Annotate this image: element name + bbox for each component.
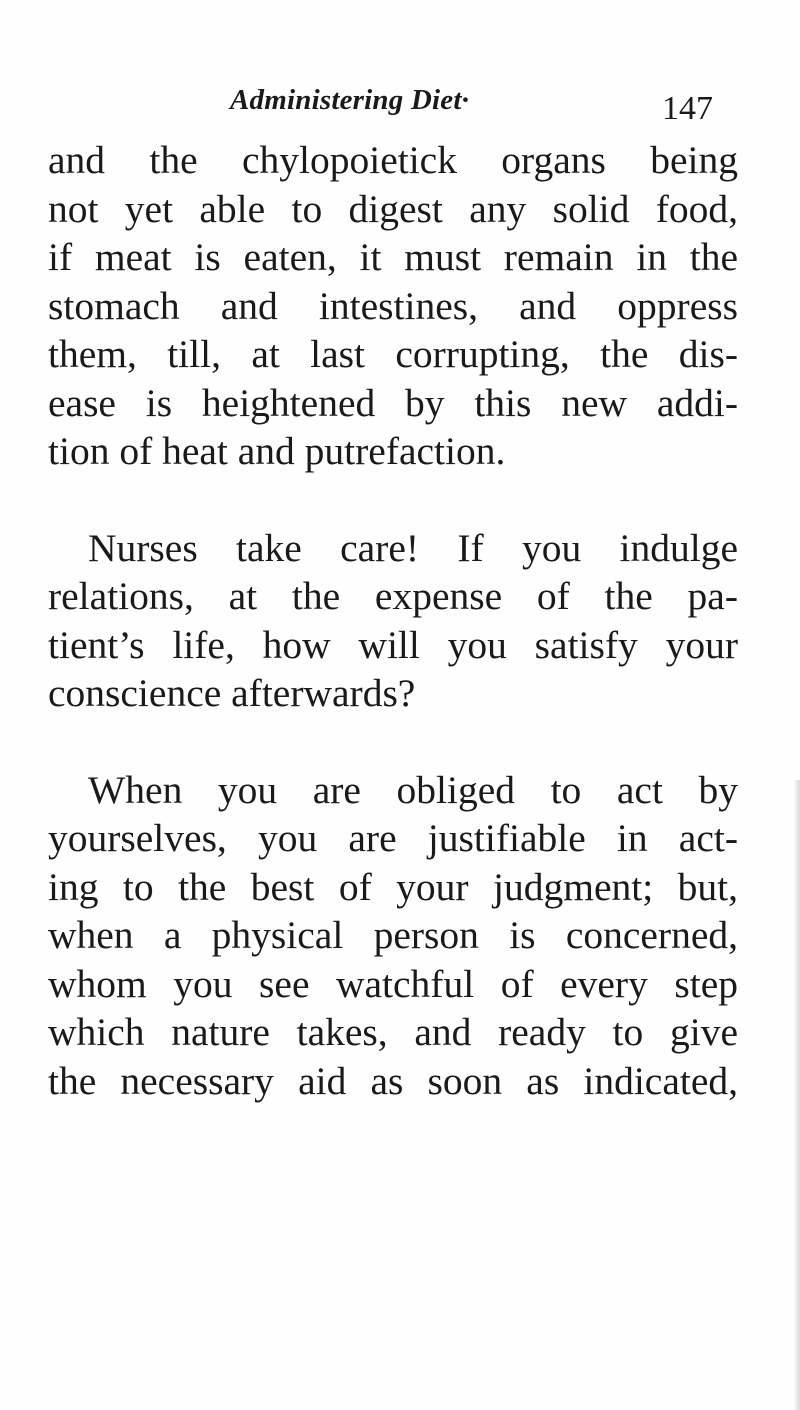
text-line: and the chylopoietick organs being <box>48 138 738 182</box>
page-number: 147 <box>662 90 713 127</box>
paragraph-1 <box>48 136 738 476</box>
text-line: relations, at the expense of the pa- <box>48 574 738 618</box>
running-head-title: Administering Diet· <box>230 84 470 116</box>
text-line: tient’s life, how will you satisfy your <box>48 622 738 667</box>
text-line: ease is heightened by this new addi- <box>48 380 738 425</box>
text-line: conscience afterwards? <box>48 671 416 715</box>
text-line: whom you see watchful of every step <box>48 961 738 1006</box>
paragraph-2 <box>48 524 738 718</box>
page-edge-shadow <box>794 780 800 1410</box>
text-line: When you are obliged to act by <box>88 767 738 812</box>
paragraph-gap <box>48 476 738 524</box>
text-line: the necessary aid as soon as indicated, <box>48 1058 738 1103</box>
body-text <box>48 136 738 1105</box>
text-line: them, till, at last corrupting, the dis- <box>48 332 738 376</box>
text-line: tion of heat and putrefaction. <box>48 429 506 473</box>
text-line: not yet able to digest any solid food, <box>48 186 738 231</box>
running-head <box>0 76 800 126</box>
text-line: Nurses take care! If you indulge <box>88 525 738 570</box>
text-line: yourselves, you are justifiable in act- <box>48 816 738 860</box>
text-line: stomach and intestines, and oppress <box>48 283 738 328</box>
text-line: which nature takes, and ready to give <box>48 1010 738 1054</box>
paragraph-3 <box>48 766 738 1106</box>
text-line: ing to the best of your judgment; but, <box>48 864 738 909</box>
paragraph-gap <box>48 718 738 766</box>
text-line: if meat is eaten, it must remain in the <box>48 235 738 279</box>
text-line: when a physical person is concerned, <box>48 913 738 957</box>
